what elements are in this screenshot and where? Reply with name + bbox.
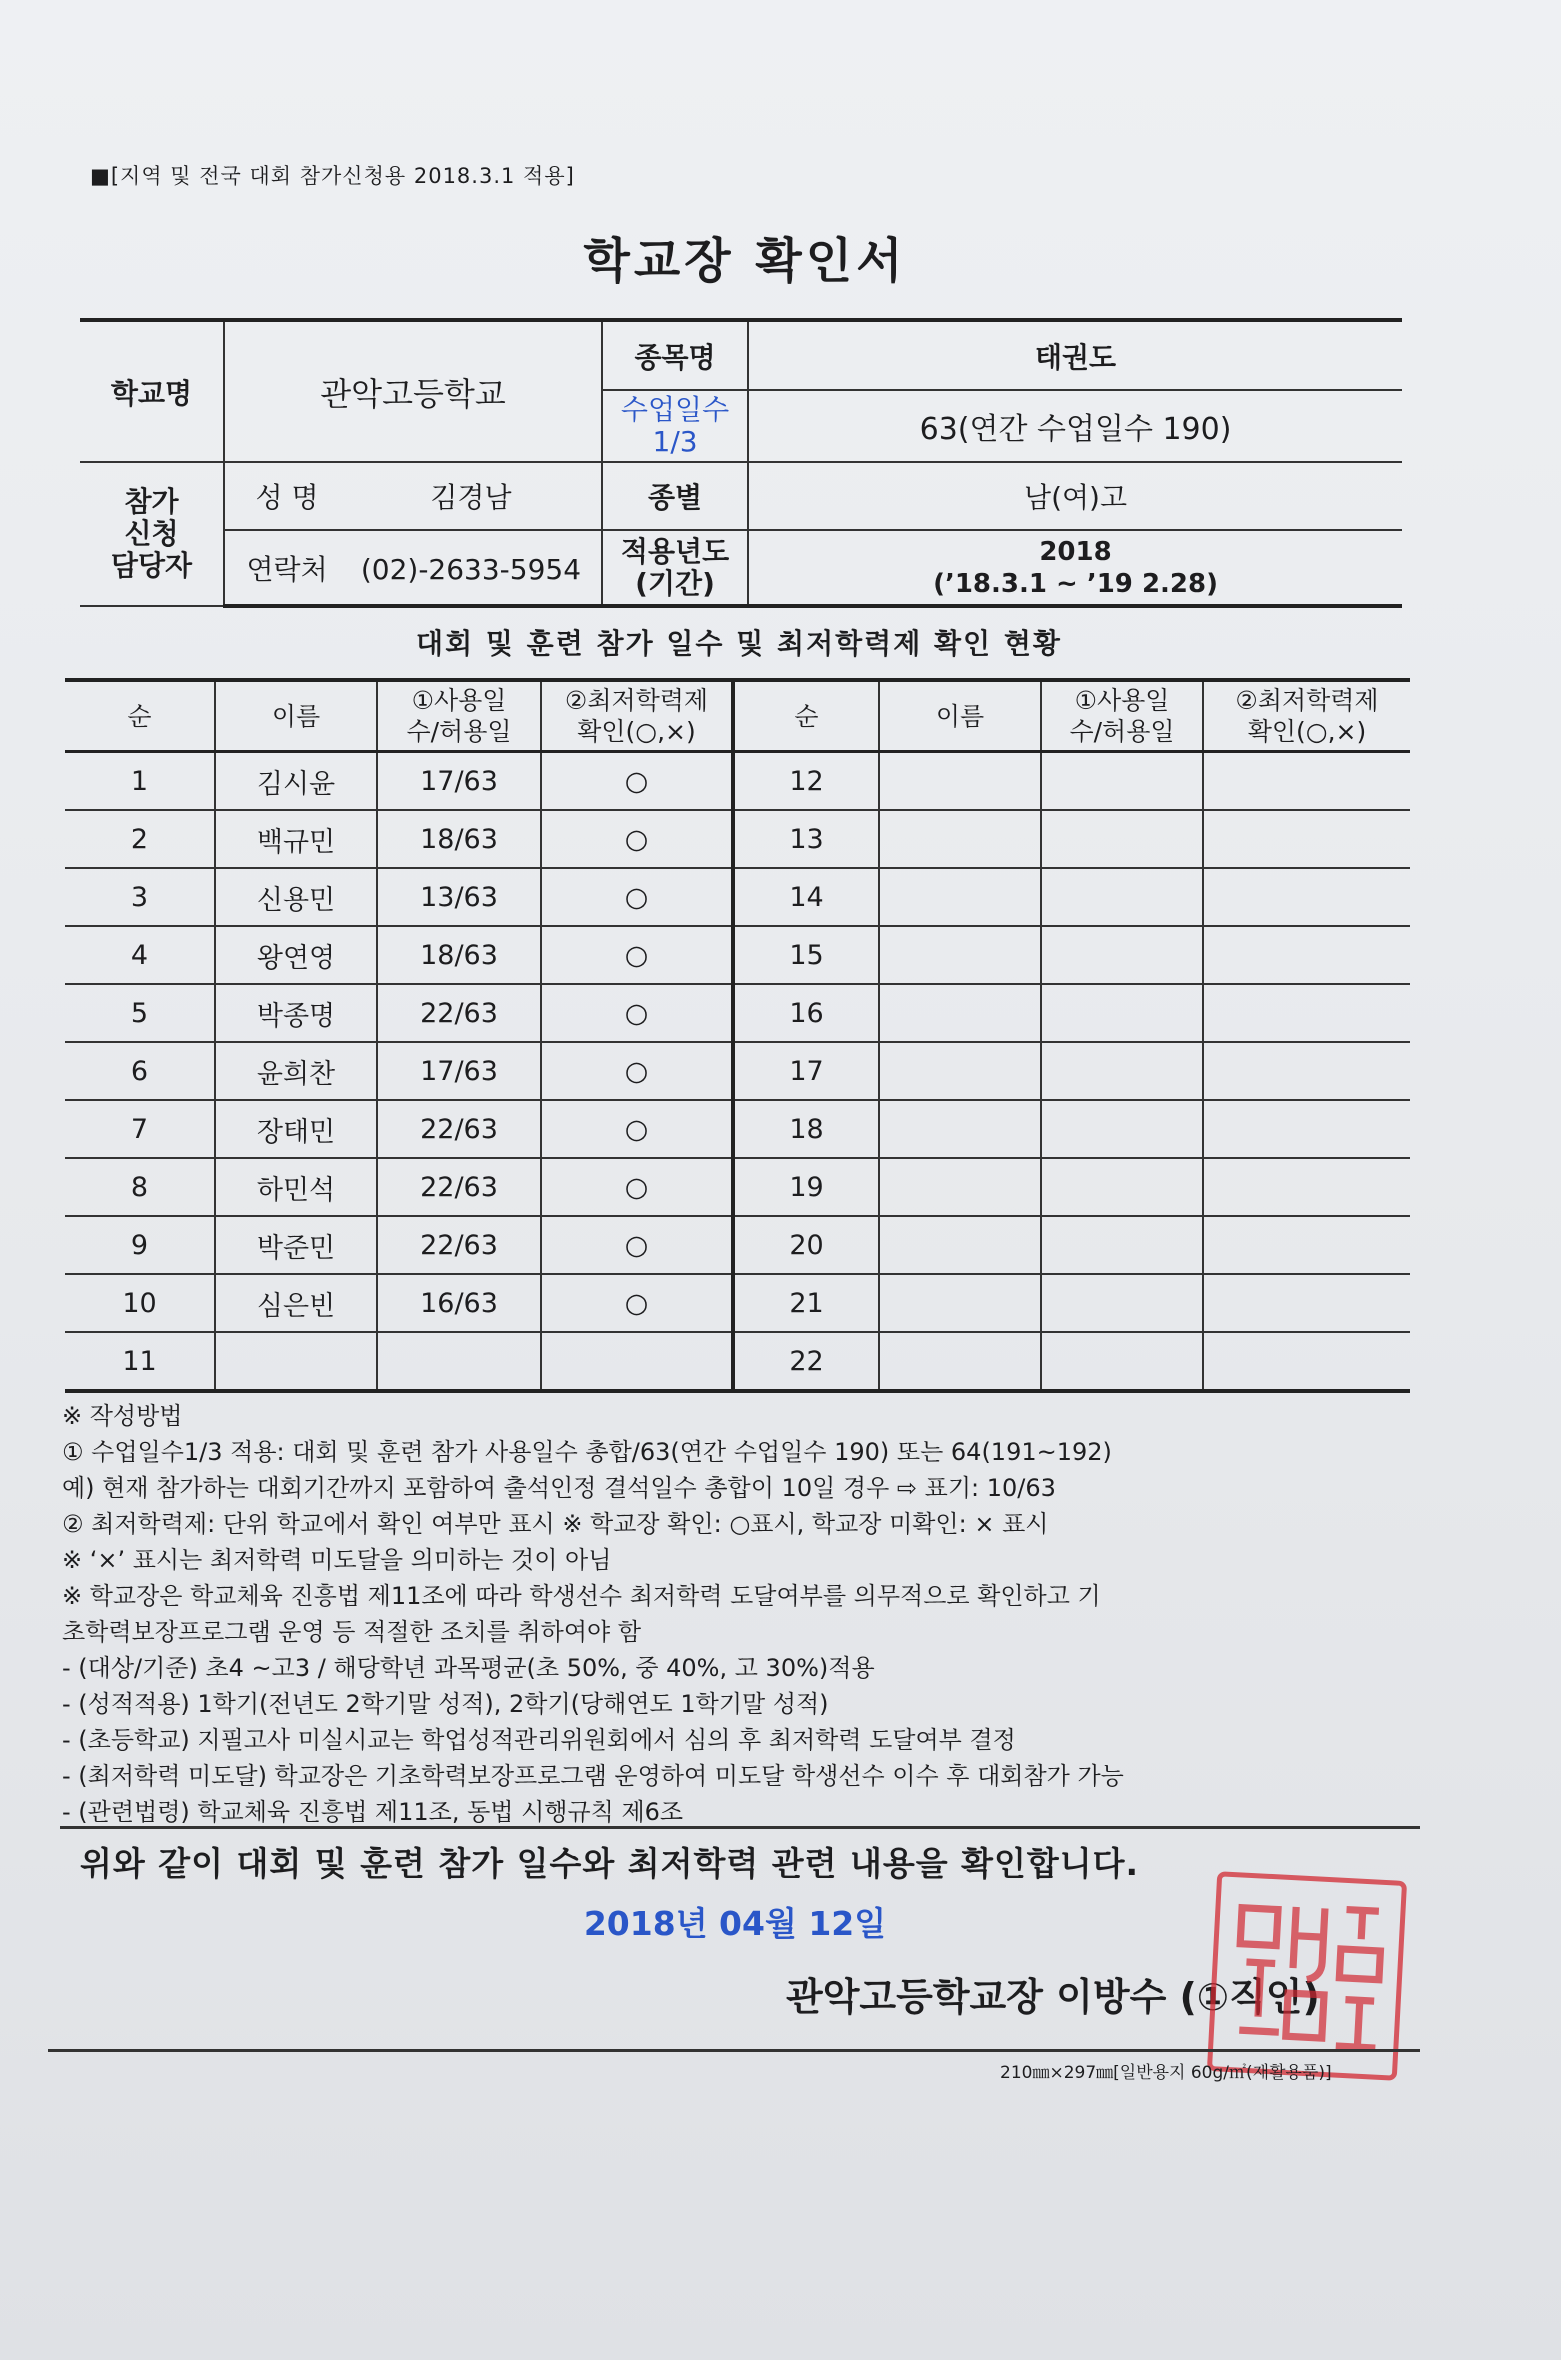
row-name-right <box>879 1274 1041 1332</box>
row-name: 하민석 <box>215 1158 377 1216</box>
table-row <box>65 1042 1410 1100</box>
row-name: 박준민 <box>215 1216 377 1274</box>
row-min-check-right <box>1203 868 1410 926</box>
gender-label: 종별 <box>602 462 748 530</box>
name-value: 김경남 <box>430 481 512 514</box>
table-row <box>65 1158 1410 1216</box>
instruction-line: ② 최저학력제: 단위 학교에서 확인 여부만 표시 ※ 학교장 확인: ○표시, 학교장 미확인: × 표시 <box>62 1510 1049 1538</box>
row-name-right <box>879 926 1041 984</box>
row-min-check-right <box>1203 1216 1410 1274</box>
paper-spec: 210㎜×297㎜[일반용지 60g/㎡(재활용품)] <box>1000 2063 1332 2083</box>
contact-cell <box>224 530 588 606</box>
row-days: 22/63 <box>377 1100 541 1158</box>
row-days: 17/63 <box>377 1042 541 1100</box>
row-name-right <box>879 752 1041 811</box>
applicant-label <box>80 462 224 606</box>
year-label <box>602 530 748 606</box>
row-days-right <box>1041 810 1203 868</box>
header-no: 순 <box>65 680 215 752</box>
row-name: 심은빈 <box>215 1274 377 1332</box>
row-name: 백규민 <box>215 810 377 868</box>
class-days-value: 63(연간 수업일수 190) <box>748 390 1402 462</box>
seal-icon <box>1212 1876 1402 2075</box>
row-min-check: ○ <box>541 1158 733 1216</box>
row-no-right: 21 <box>733 1274 879 1332</box>
row-no-right: 13 <box>733 810 879 868</box>
applicant-label-line3: 담당자 <box>110 549 193 582</box>
row-name: 박종명 <box>215 984 377 1042</box>
instruction-line: 예) 현재 참가하는 대회기간까지 포함하여 출석인정 결석일수 총합이 10일 경우 ⇨ 표기: 10/63 <box>62 1474 1056 1502</box>
roster-header-row <box>65 680 1410 752</box>
row-name-right <box>879 1216 1041 1274</box>
row-min-check: ○ <box>541 1100 733 1158</box>
issue-date: 2018년 04월 12일 <box>583 1904 887 1943</box>
row-no: 9 <box>65 1216 215 1274</box>
name-cell <box>224 462 588 530</box>
row-days <box>377 1332 541 1391</box>
row-name-right <box>879 810 1041 868</box>
row-min-check-right <box>1203 1042 1410 1100</box>
row-min-check: ○ <box>541 868 733 926</box>
row-no: 3 <box>65 868 215 926</box>
instruction-line: - (성적적용) 1학기(전년도 2학기말 성적), 2학기(당해연도 1학기말 성적) <box>62 1690 829 1718</box>
year-label-line2: (기간) <box>635 566 715 600</box>
instruction-line: ① 수업일수1/3 적용: 대회 및 훈련 참가 사용일수 총합/63(연간 수업일수 190) 또는 64(191~192) <box>62 1438 1112 1466</box>
row-name-right <box>879 868 1041 926</box>
row-no-right: 12 <box>733 752 879 811</box>
sport-value: 태권도 <box>748 320 1402 390</box>
name-label: 성 명 <box>255 481 319 514</box>
row-days: 22/63 <box>377 1216 541 1274</box>
row-no: 2 <box>65 810 215 868</box>
header-days-right-line2: 수/허용일 <box>1069 717 1175 746</box>
confirmation-statement: 위와 같이 대회 및 훈련 참가 일수와 최저학력 관련 내용을 확인합니다. <box>80 1844 1140 1883</box>
applicant-label-line1: 참가 <box>124 485 179 518</box>
row-days-right <box>1041 1100 1203 1158</box>
form-code: ■[지역 및 전국 대회 참가신청용 2018.3.1 적용] <box>90 164 575 188</box>
row-days-right <box>1041 1158 1203 1216</box>
class-days-label <box>602 390 748 462</box>
row-days-right <box>1041 1332 1203 1391</box>
header-min-right-line1: ②최저학력제 <box>1235 686 1379 715</box>
contact-value: (02)-2633-5954 <box>360 552 582 586</box>
class-days-label-line2: 1/3 <box>652 425 698 458</box>
row-no: 1 <box>65 752 215 811</box>
row-no-right: 14 <box>733 868 879 926</box>
header-days-right <box>1041 680 1203 752</box>
header-min-line2: 확인(○,×) <box>577 717 696 746</box>
table-row <box>65 1332 1410 1391</box>
row-min-check-right <box>1203 926 1410 984</box>
row-days: 16/63 <box>377 1274 541 1332</box>
table-row <box>65 926 1410 984</box>
sport-label: 종목명 <box>602 320 748 390</box>
row-min-check <box>541 1332 733 1391</box>
spacer-cell <box>588 462 602 530</box>
row-no-right: 16 <box>733 984 879 1042</box>
row-min-check-right <box>1203 1100 1410 1158</box>
instruction-line: 초학력보장프로그램 운영 등 적절한 조치를 취하여야 함 <box>62 1618 642 1646</box>
row-name: 장태민 <box>215 1100 377 1158</box>
row-name: 신용민 <box>215 868 377 926</box>
header-min-right <box>1203 680 1410 752</box>
table-row <box>65 1216 1410 1274</box>
row-name: 김시윤 <box>215 752 377 811</box>
row-days: 18/63 <box>377 926 541 984</box>
header-days-line2: 수/허용일 <box>406 717 512 746</box>
row-days: 17/63 <box>377 752 541 811</box>
header-min <box>541 680 733 752</box>
row-name-right <box>879 1332 1041 1391</box>
principal-signature: 관악고등학교장 이방수 (①직인) <box>786 1975 1320 2019</box>
row-min-check: ○ <box>541 1274 733 1332</box>
row-no-right: 17 <box>733 1042 879 1100</box>
row-days-right <box>1041 1216 1203 1274</box>
row-days: 22/63 <box>377 984 541 1042</box>
instruction-line: ※ 작성방법 <box>62 1402 183 1430</box>
year-value-line2: (’18.3.1 ~ ’19 2.28) <box>933 568 1218 599</box>
row-days-right <box>1041 868 1203 926</box>
row-days: 22/63 <box>377 1158 541 1216</box>
applicant-label-line2: 신청 <box>124 517 179 550</box>
row-no-right: 15 <box>733 926 879 984</box>
row-no: 4 <box>65 926 215 984</box>
row-name <box>215 1332 377 1391</box>
row-min-check: ○ <box>541 752 733 811</box>
header-min-right-line2: 확인(○,×) <box>1247 717 1367 746</box>
instruction-line: - (대상/기준) 초4 ~고3 / 해당학년 과목평균(초 50%, 중 40%, 고 30%)적용 <box>62 1654 875 1682</box>
row-name-right <box>879 1158 1041 1216</box>
row-days: 13/63 <box>377 868 541 926</box>
row-no: 5 <box>65 984 215 1042</box>
row-no-right: 18 <box>733 1100 879 1158</box>
instruction-line: ※ ‘×’ 표시는 최저학력 미도달을 의미하는 것이 아님 <box>62 1546 612 1574</box>
page-title: 학교장 확인서 <box>583 233 907 289</box>
row-min-check: ○ <box>541 1216 733 1274</box>
year-value <box>748 530 1402 606</box>
row-days-right <box>1041 926 1203 984</box>
row-days-right <box>1041 752 1203 811</box>
row-min-check-right <box>1203 1274 1410 1332</box>
row-days: 18/63 <box>377 810 541 868</box>
year-label-line1: 적용년도 <box>620 534 730 568</box>
row-min-check: ○ <box>541 984 733 1042</box>
row-no-right: 22 <box>733 1332 879 1391</box>
row-name: 윤희찬 <box>215 1042 377 1100</box>
spacer-cell-2 <box>588 530 602 606</box>
header-name-right: 이름 <box>879 680 1041 752</box>
school-label: 학교명 <box>80 320 224 462</box>
row-name-right <box>879 1100 1041 1158</box>
header-min-line1: ②최저학력제 <box>564 686 709 715</box>
header-days-line1: ①사용일 <box>411 686 507 715</box>
table-row <box>65 810 1410 868</box>
row-min-check: ○ <box>541 926 733 984</box>
row-days-right <box>1041 1042 1203 1100</box>
roster-table <box>65 678 1410 1393</box>
row-min-check-right <box>1203 984 1410 1042</box>
row-no: 7 <box>65 1100 215 1158</box>
row-no: 6 <box>65 1042 215 1100</box>
instruction-line: ※ 학교장은 학교체육 진흥법 제11조에 따라 학생선수 최저학력 도달여부를 의무적으로 확인하고 기 <box>62 1582 1101 1610</box>
row-min-check-right <box>1203 752 1410 811</box>
row-no: 8 <box>65 1158 215 1216</box>
row-no-right: 19 <box>733 1158 879 1216</box>
row-min-check: ○ <box>541 810 733 868</box>
writing-instructions <box>62 1398 1422 1830</box>
contact-label: 연락처 <box>246 552 328 586</box>
row-name-right <box>879 1042 1041 1100</box>
gender-value: 남(여)고 <box>748 462 1402 530</box>
row-no: 10 <box>65 1274 215 1332</box>
header-days-right-line1: ①사용일 <box>1074 686 1170 715</box>
school-name: 관악고등학교 <box>224 320 602 462</box>
header-no-right: 순 <box>733 680 879 752</box>
table-row <box>65 984 1410 1042</box>
row-name-right <box>879 984 1041 1042</box>
table-row <box>65 868 1410 926</box>
class-days-label-line1: 수업일수 <box>620 393 730 426</box>
section-title: 대회 및 훈련 참가 일수 및 최저학력제 확인 현황 <box>416 627 1062 660</box>
row-min-check-right <box>1203 1158 1410 1216</box>
instruction-line: - (초등학교) 지필고사 미실시교는 학업성적관리위원회에서 심의 후 최저학력 도달여부 결정 <box>62 1726 1016 1754</box>
table-row <box>65 1274 1410 1332</box>
instruction-line: - (최저학력 미도달) 학교장은 기초학력보장프로그램 운영하여 미도달 학생선수 이수 후 대회참가 가능 <box>62 1762 1124 1790</box>
row-min-check-right <box>1203 810 1410 868</box>
table-row <box>65 1100 1410 1158</box>
header-name: 이름 <box>215 680 377 752</box>
bottom-divider <box>48 2049 1420 2052</box>
row-min-check: ○ <box>541 1042 733 1100</box>
row-min-check-right <box>1203 1332 1410 1391</box>
row-days-right <box>1041 1274 1203 1332</box>
row-no: 11 <box>65 1332 215 1391</box>
row-days-right <box>1041 984 1203 1042</box>
table-row <box>65 752 1410 811</box>
row-name: 왕연영 <box>215 926 377 984</box>
instruction-line: - (관련법령) 학교체육 진흥법 제11조, 동법 시행규칙 제6조 <box>62 1798 684 1826</box>
school-info-table <box>80 318 1402 608</box>
header-days <box>377 680 541 752</box>
row-no-right: 20 <box>733 1216 879 1274</box>
divider <box>60 1826 1420 1829</box>
year-value-line1: 2018 <box>1039 536 1112 567</box>
